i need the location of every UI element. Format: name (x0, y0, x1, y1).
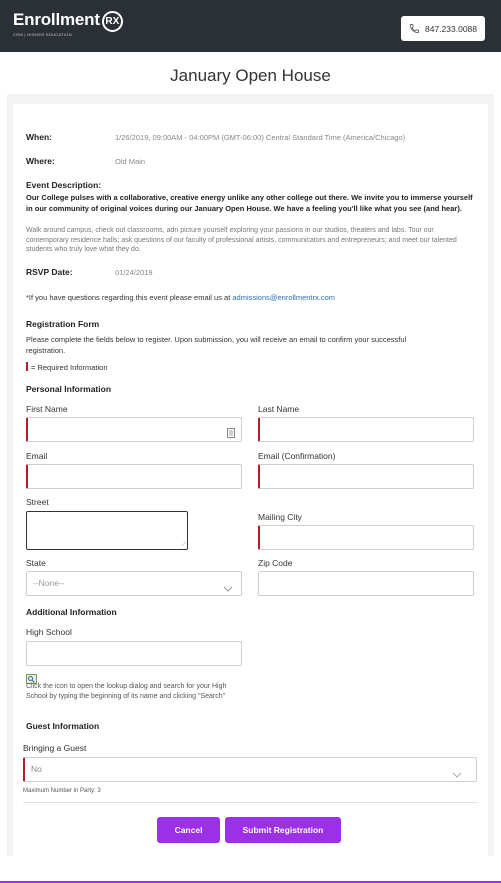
state-select[interactable] (26, 571, 242, 596)
mailing-city-input[interactable] (258, 525, 474, 550)
additional-info-title: Additional Information (26, 607, 117, 617)
bringing-guest-select[interactable] (23, 757, 477, 782)
description-bold: Our College pulses with a collaborative, creative energy unlike any other college out there. We invite you to immerse yourself in our community of original voices during our January Open House. We have a feeling you'll like what you see (and hear). (26, 193, 473, 213)
rsvp-value: 01/24/2019 (115, 268, 153, 277)
description-label: Event Description: (26, 180, 102, 190)
street-textarea[interactable] (26, 511, 188, 550)
registration-card (13, 104, 488, 856)
logo-text: Enrollment (13, 10, 100, 29)
where-label: Where: (26, 156, 55, 166)
question-text (26, 293, 335, 304)
first-name-input[interactable] (26, 417, 242, 442)
bringing-guest-label: Bringing a Guest (23, 743, 87, 753)
high-school-label: High School (26, 627, 72, 637)
zip-code-label: Zip Code (258, 558, 293, 568)
guest-info-title: Guest Information (26, 721, 100, 731)
email-label: Email (26, 451, 48, 461)
personal-info-title: Personal Information (26, 384, 112, 394)
zip-code-input[interactable] (258, 571, 474, 596)
when-value: 1/26/2019, 09:00AM - 04:00PM (GMT-06:00) Central Standard Time (America/Chicago) (115, 133, 406, 142)
required-legend-text: = Required Information (31, 363, 108, 372)
content-area (7, 94, 494, 856)
bringing-guest-value: No (31, 764, 42, 774)
logo-mark: RX (102, 11, 123, 32)
submit-registration-button[interactable]: Submit Registration (225, 817, 341, 843)
chevron-down-icon (223, 579, 233, 597)
email-input[interactable] (26, 464, 242, 489)
description-text: Walk around campus, check out classrooms, adn picture yourself exploring your passions in our studios, theaters and labs. Tour our contemporary residence halls; ask questions of our faculty of professional artists, communicators and entrepreneurs; and meet our talented students who truly love what they do. (26, 227, 457, 253)
chevron-down-icon (452, 765, 462, 783)
cancel-button[interactable]: Cancel (157, 817, 220, 843)
admissions-email-link[interactable]: admissions@enrollmentrx.com (232, 293, 336, 302)
last-name-label: Last Name (258, 404, 300, 414)
rsvp-label: RSVP Date: (26, 267, 73, 277)
email-confirm-input[interactable] (258, 464, 474, 489)
phone-icon (409, 23, 420, 34)
last-name-input[interactable] (258, 417, 474, 442)
brand-logo[interactable] (13, 10, 123, 37)
top-nav-bar (0, 0, 501, 52)
registration-instructions: Please complete the fields below to register. Upon submission, you will receive an email to confirm your successful registration. (26, 335, 407, 355)
mailing-city-label: Mailing City (258, 512, 302, 522)
phone-number: 847.233.0088 (425, 23, 477, 34)
email-confirm-label: Email (Confirmation) (258, 451, 336, 461)
required-legend (26, 362, 108, 374)
form-divider (23, 802, 478, 803)
high-school-input[interactable] (26, 641, 242, 666)
state-label: State (26, 558, 46, 568)
max-party-note: Maximum Number in Party: 3 (23, 788, 101, 794)
resize-handle-icon[interactable]: ⟋ (181, 542, 186, 548)
when-label: When: (26, 132, 52, 142)
lookup-help-text: Click the icon to open the lookup dialog and search for your High School by typing the beginning of its name and clicking "Search" (26, 683, 227, 700)
question-prefix: *If you have questions regarding this event please email us at (26, 293, 233, 302)
required-marker (26, 362, 28, 371)
registration-form-title: Registration Form (26, 319, 100, 329)
phone-button[interactable] (401, 16, 485, 41)
first-name-label: First Name (26, 404, 68, 414)
contact-card-icon[interactable] (227, 425, 235, 443)
state-selected-value: --None-- (33, 578, 65, 588)
street-label: Street (26, 497, 49, 507)
logo-subtitle: CRM | HIGHER EDUCATION (13, 32, 72, 37)
page-title: January Open House (170, 66, 331, 85)
where-value: Old Main (115, 157, 146, 166)
